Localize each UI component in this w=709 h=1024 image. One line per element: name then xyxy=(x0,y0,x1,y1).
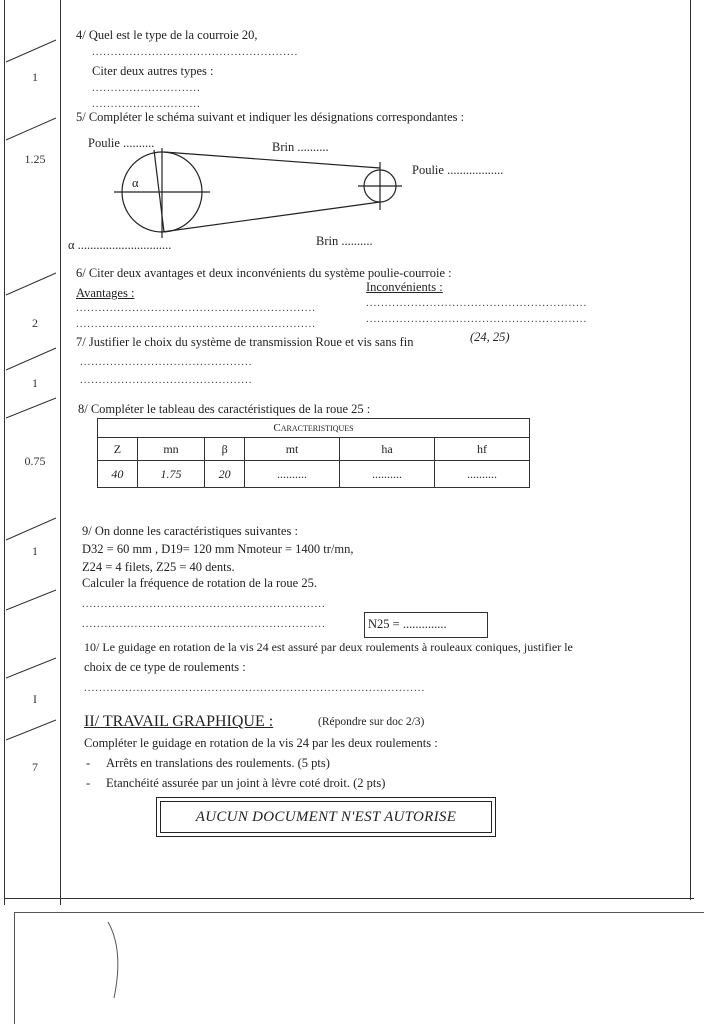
score-q6: 2 xyxy=(32,316,38,330)
q10-answer-line: ........................................................................................... xyxy=(84,682,426,694)
bottom-page-border xyxy=(4,898,694,899)
pulley-belt-diagram xyxy=(110,148,420,244)
q4-sub-question: Citer deux autres types : xyxy=(92,64,214,78)
q7-answer-line-2: .............................................. xyxy=(80,374,253,386)
score-q10: I xyxy=(33,692,37,706)
q8-question: 8/ Compléter le tableau des caractéristiques de la roue 25 : xyxy=(78,402,371,416)
header-mn: mn xyxy=(137,438,204,461)
footer-notice-box xyxy=(156,797,496,837)
q5-question: 5/ Compléter le schéma suivant et indiquer les désignations correspondantes : xyxy=(76,110,465,124)
right-page-border xyxy=(690,0,691,900)
n25-result[interactable]: N25 = .............. xyxy=(368,617,447,631)
q5-brin-top-label: Brin .......... xyxy=(272,140,329,154)
part2-bullet-dash-1: - xyxy=(86,756,91,770)
q5-poulie-left-label: Poulie .......... xyxy=(88,136,155,150)
q6-inconvenients-line-1: ........................................................... xyxy=(366,297,588,309)
q7-answer-line-1: .............................................. xyxy=(80,356,253,368)
header-z: Z xyxy=(98,438,138,461)
q5-alpha-inner: α xyxy=(132,176,139,190)
part2-title-note: (Répondre sur doc 2/3) xyxy=(318,716,425,728)
header-beta: β xyxy=(205,438,245,461)
q4-answer-line-3: ............................. xyxy=(92,98,201,110)
score-q9: 1 xyxy=(32,544,38,558)
score-q8: 0.75 xyxy=(24,454,46,468)
part2-bullet-2: Etanchéité assurée par un joint à lèvre coté droit. (2 pts) xyxy=(106,776,386,790)
value-ha[interactable]: .......... xyxy=(340,461,435,488)
value-mt[interactable]: .......... xyxy=(245,461,340,488)
q6-inconvenients-label: Inconvénients : xyxy=(366,280,443,294)
characteristics-table xyxy=(97,418,530,488)
part2-bullet-1: Arrêts en translations des roulements. (5 pts) xyxy=(106,756,330,770)
q5-brin-bottom-label: Brin .......... xyxy=(316,234,373,248)
q6-avantages-label: Avantages : xyxy=(76,286,135,300)
q5-poulie-right-label: Poulie .................. xyxy=(412,163,504,177)
table-title: Caracteristiques xyxy=(98,419,530,438)
next-page-left-border xyxy=(14,912,15,1024)
q7-question: 7/ Justifier le choix du système de transmission Roue et vis sans fin xyxy=(76,335,414,349)
header-hf: hf xyxy=(434,438,529,461)
q4-answer-line-2: ............................. xyxy=(92,82,201,94)
q7-annotation: (24, 25) xyxy=(470,330,510,344)
q10-line-1: 10/ Le guidage en rotation de la vis 24 est assuré par deux roulements à rouleaux coniques, justifier le xyxy=(84,640,573,654)
score-q7: 1 xyxy=(32,376,38,390)
q5-alpha-label: α .............................. xyxy=(68,238,172,252)
q9-question: 9/ On donne les caractéristiques suivantes : xyxy=(82,524,298,538)
q6-avantages-line-2: ................................................................ xyxy=(76,318,316,330)
next-page-mark xyxy=(100,920,140,1000)
q4-question: 4/ Quel est le type de la courroie 20, xyxy=(76,28,258,42)
q9-answer-line-2: ................................................................. xyxy=(82,618,326,630)
header-ha: ha xyxy=(340,438,435,461)
q9-line-2: Z24 = 4 filets, Z25 = 40 dents. xyxy=(82,560,235,574)
score-q4: 1 xyxy=(32,70,38,84)
q6-avantages-line-1: ................................................................ xyxy=(76,302,316,314)
q4-answer-line: ....................................................... xyxy=(92,46,299,58)
q9-line-3: Calculer la fréquence de rotation de la roue 25. xyxy=(82,576,317,590)
q9-line-1: D32 = 60 mm , D19= 120 mm Nmoteur = 1400 tr/mn, xyxy=(82,542,354,556)
q9-answer-line-1: ................................................................. xyxy=(82,598,326,610)
header-mt: mt xyxy=(245,438,340,461)
value-hf[interactable]: .......... xyxy=(434,461,529,488)
next-page-top-border xyxy=(14,912,704,913)
footer-notice: AUCUN DOCUMENT N'EST AUTORISE xyxy=(160,801,492,833)
part2-bullet-dash-2: - xyxy=(86,776,91,790)
value-beta: 20 xyxy=(205,461,245,488)
q6-question: 6/ Citer deux avantages et deux inconvénients du système poulie-courroie : xyxy=(76,266,452,280)
value-mn: 1.75 xyxy=(137,461,204,488)
score-q5: 1.25 xyxy=(24,152,46,166)
value-z: 40 xyxy=(98,461,138,488)
part2-intro: Compléter le guidage en rotation de la vis 24 par les deux roulements : xyxy=(84,736,438,750)
q10-line-2: choix de ce type de roulements : xyxy=(84,660,246,674)
score-part2: 7 xyxy=(32,760,38,774)
part2-title: II/ TRAVAIL GRAPHIQUE : xyxy=(84,713,274,730)
q6-inconvenients-line-2: ........................................................... xyxy=(366,313,588,325)
